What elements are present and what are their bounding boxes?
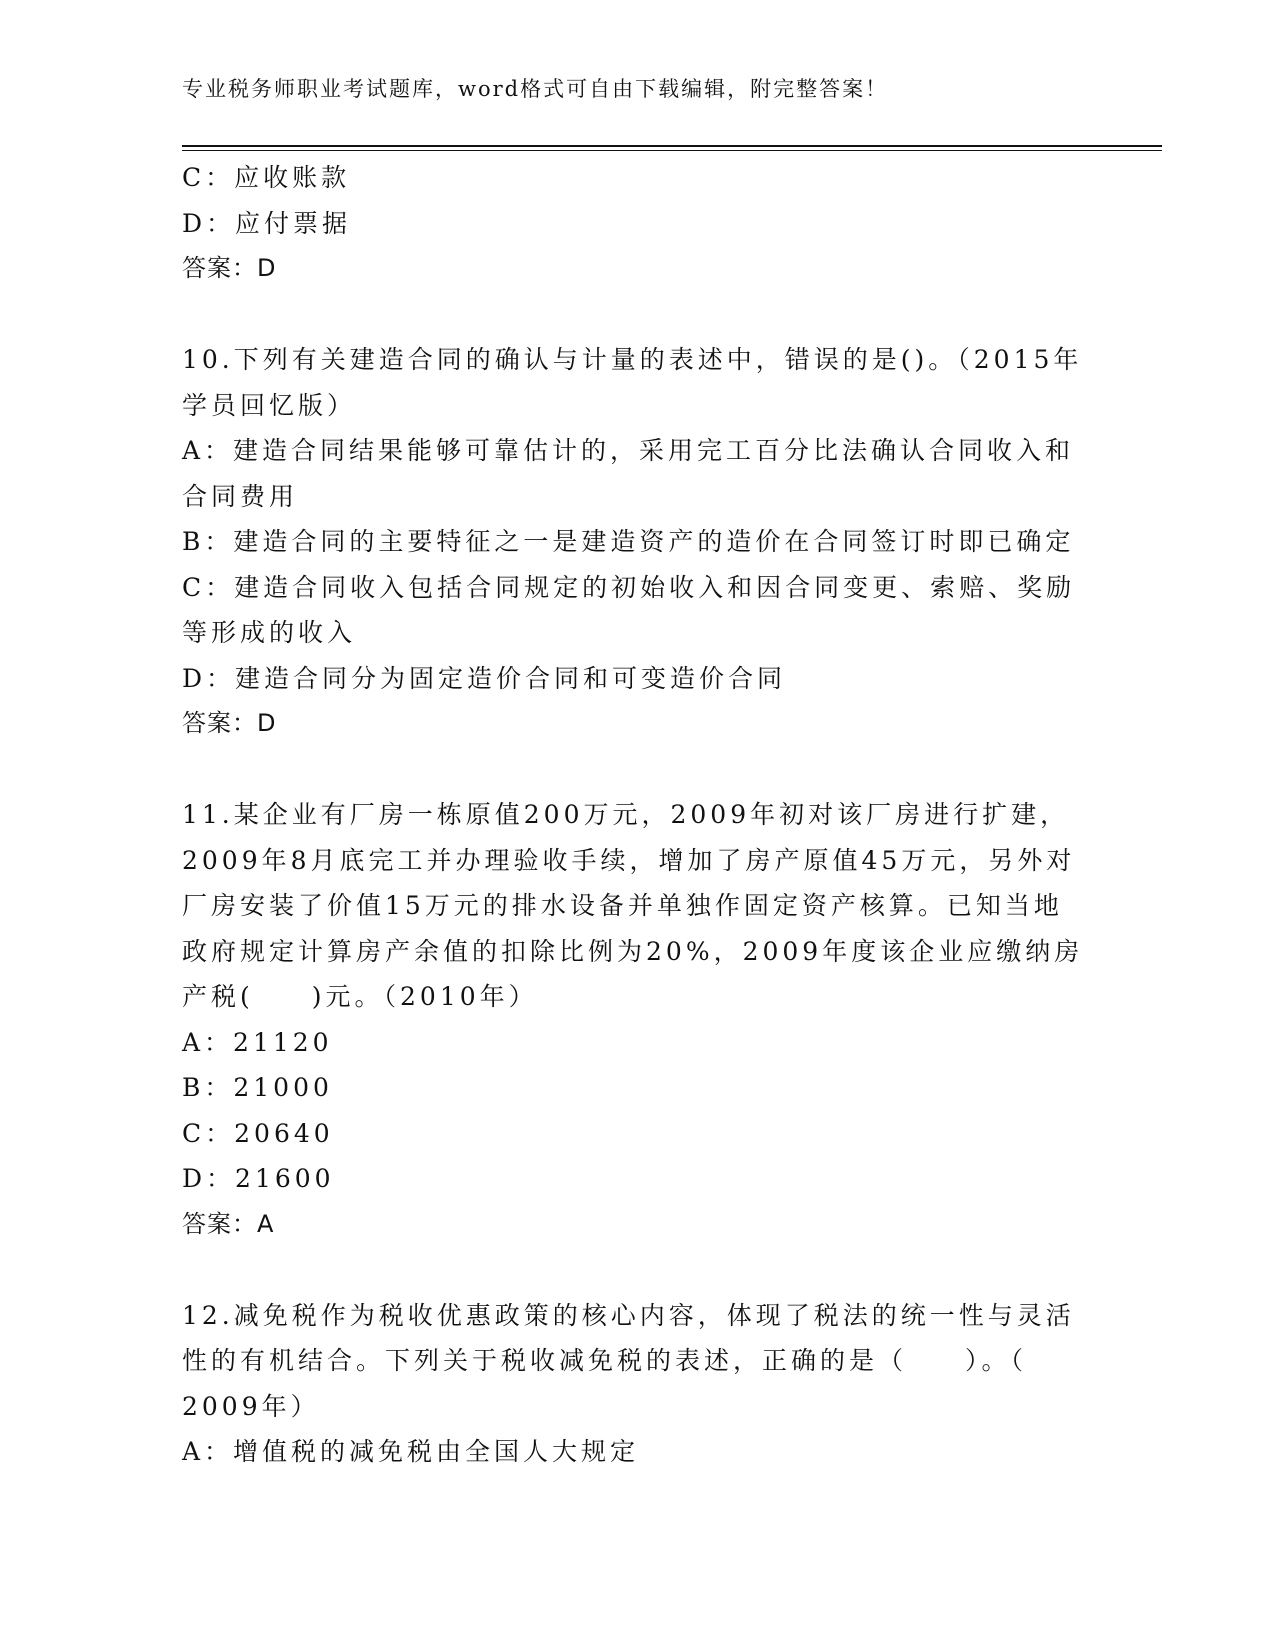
- option-c: C：应收账款: [182, 163, 351, 192]
- answer-line: 答案：D: [182, 254, 277, 282]
- option-b: B：21000: [182, 1073, 333, 1102]
- question-12: [182, 1293, 1082, 1475]
- spacer: [182, 1247, 1082, 1293]
- question-text-line: 2009年）: [182, 1391, 320, 1421]
- question-9-tail: [182, 155, 1082, 292]
- question-text-line: 产税( )元。（2010年）: [182, 982, 538, 1011]
- question-text-line: 政府规定计算房产余值的扣除比例为20%，2009年度该企业应缴纳房: [182, 936, 1084, 966]
- option-a: A：21120: [182, 1027, 333, 1057]
- question-text-line: 2009年8月底完工并办理验收手续，增加了房产原值45万元，另外对: [182, 845, 1076, 875]
- question-10: [182, 337, 1082, 747]
- option-a-continued: 合同费用: [182, 481, 299, 511]
- question-text-line: 10.下列有关建造合同的确认与计量的表述中，错误的是()。（2015年: [182, 345, 1083, 374]
- question-text-line: 厂房安装了价值15万元的排水设备并单独作固定资产核算。已知当地: [182, 891, 1063, 920]
- header-rule-thin: [182, 150, 1162, 151]
- spacer: [182, 292, 1082, 338]
- option-d: D：21600: [182, 1164, 335, 1193]
- answer-line: 答案：A: [182, 1209, 275, 1238]
- option-b: B：建造合同的主要特征之一是建造资产的造价在合同签订时即已确定: [182, 527, 1075, 556]
- question-11: [182, 792, 1082, 1247]
- document-body: [182, 155, 1082, 1475]
- question-text-line: 学员回忆版）: [182, 390, 357, 420]
- option-a: A：增值税的减免税由全国人大规定: [182, 1437, 640, 1466]
- question-text-line: 性的有机结合。下列关于税收减免税的表述，正确的是（ ）。（: [182, 1346, 1028, 1375]
- option-c: C：20640: [182, 1118, 334, 1148]
- option-d: D：建造合同分为固定造价合同和可变造价合同: [182, 663, 787, 693]
- option-c-continued: 等形成的收入: [182, 618, 357, 647]
- answer-line: 答案：D: [182, 709, 277, 737]
- header-rule-thick: [182, 145, 1162, 147]
- page-header: 专业税务师职业考试题库，word格式可自由下载编辑，附完整答案！: [182, 77, 889, 101]
- question-text-line: 12.减免税作为税收优惠政策的核心内容，体现了税法的统一性与灵活: [182, 1300, 1075, 1330]
- option-a: A：建造合同结果能够可靠估计的，采用完工百分比法确认合同收入和: [182, 436, 1075, 465]
- option-c: C：建造合同收入包括合同规定的初始收入和因合同变更、索赔、奖励: [182, 572, 1076, 602]
- question-text-line: 11.某企业有厂房一栋原值200万元，2009年初对该厂房进行扩建，: [182, 800, 1070, 829]
- option-d: D：应付票据: [182, 208, 352, 238]
- spacer: [182, 747, 1082, 793]
